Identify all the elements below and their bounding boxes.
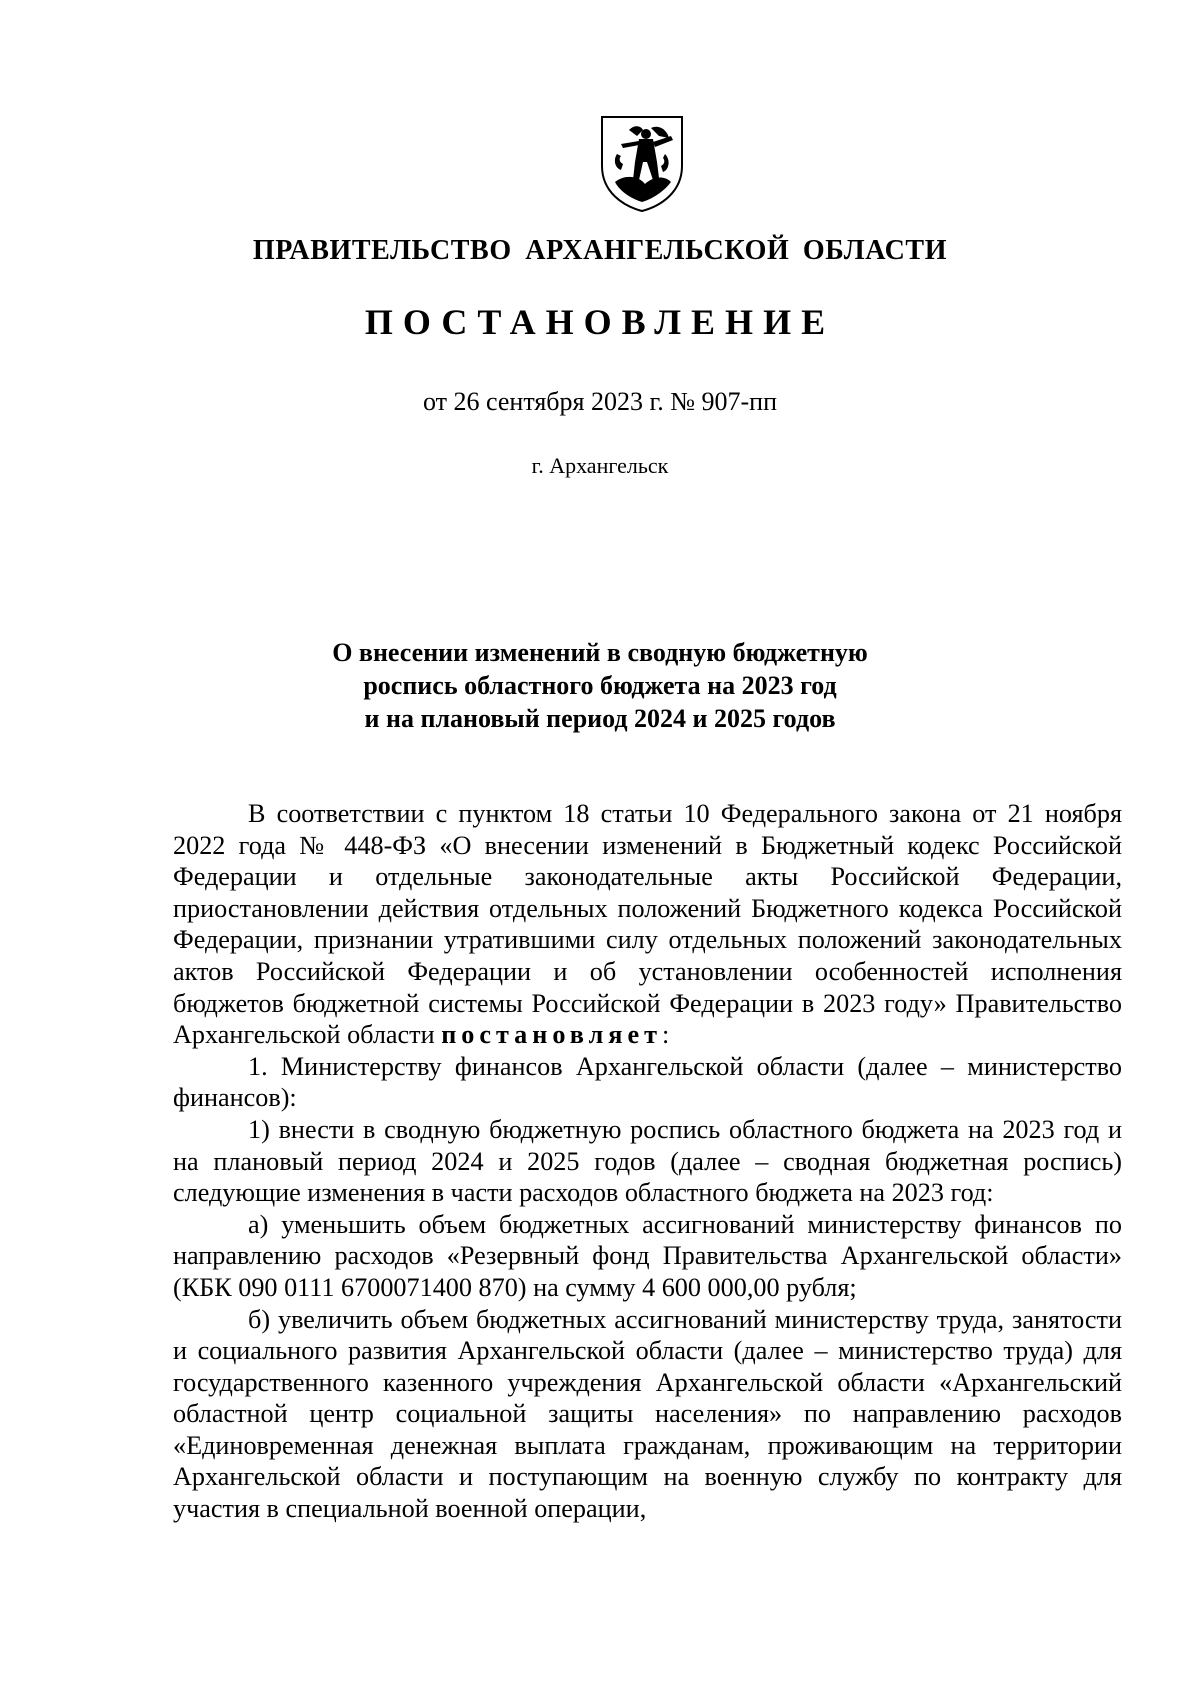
subject-line: О внесении изменений в сводную бюджетную: [332, 638, 868, 667]
document-body: [173, 798, 1122, 1525]
subject-line: и на плановый период 2024 и 2025 годов: [364, 704, 836, 733]
document-date-number: от 26 сентября 2023 г. № 907-пп: [422, 387, 778, 416]
clause-paragraph: 1. Министерству финансов Архангельской области (далее – министерство финансов):: [173, 1051, 1122, 1113]
government-title: ПРАВИТЕЛЬСТВО АРХАНГЕЛЬСКОЙ ОБЛАСТИ: [252, 235, 948, 266]
clause-paragraph: а) уменьшить объем бюджетных ассигнований министерству финансов по направлению расходов «Резервный фонд Правительства Архангельской области» (КБК 090 0111 6700071400 870) на сумму 4 600 000,00 рубля;: [173, 1209, 1122, 1302]
document-type-heading: ПОСТАНОВЛЕНИЕ: [364, 302, 836, 342]
document-subject: [0, 636, 1200, 735]
clause-paragraph: б) увеличить объем бюджетных ассигнований министерству труда, занятости и социального развития Архангельской области (далее – министерство труда) для государственного казенного учреждения Архангельской области «Архангельский областной центр социальной защиты населения» по направлению расходов «Единовременная денежная выплата гражданам, проживающим на территории Архангельской области и поступающим на военную службу по контракту для участия в специальной военной операции,: [173, 1304, 1122, 1524]
decree-word: постановляет: [441, 1020, 662, 1050]
decree-colon: :: [661, 1020, 670, 1050]
preamble-text: В соответствии с пунктом 18 статьи 10 Федерального закона от 21 ноября 2022 года № 448-ФЗ «О внесении изменений в Бюджетный кодекс Российской Федерации и отдельные законодательные акты Российской Федерации, приостановлении действия отдельных положений Бюджетного кодекса Российской Федерации, признании утратившими силу отдельных положений законодательных актов Российской Федерации и об установлении особенностей исполнения бюджетов бюджетной системы Российской Федерации в 2023 году» Правительство Архангельской области: [173, 799, 1122, 1050]
subject-line: роспись областного бюджета на 2023 год: [363, 671, 837, 700]
preamble-paragraph: [173, 798, 1122, 1051]
document-city: г. Архангельск: [531, 453, 669, 478]
clause-paragraph: 1) внести в сводную бюджетную роспись областного бюджета на 2023 год и на плановый период 2024 и 2025 годов (далее – сводная бюджетная роспись) следующие изменения в части расходов областного бюджета на 2023 год:: [173, 1114, 1122, 1208]
coat-of-arms-icon: [599, 114, 685, 214]
